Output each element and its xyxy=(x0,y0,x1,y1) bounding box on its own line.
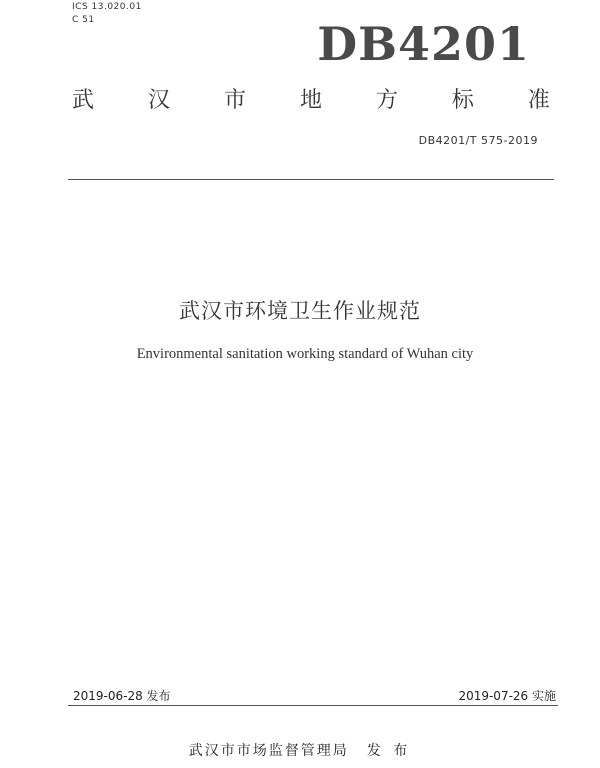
document-title-chinese: 武汉市环境卫生作业规范 xyxy=(179,299,421,323)
standard-type-char: 汉 xyxy=(147,88,170,113)
publisher-line xyxy=(0,740,600,760)
standard-code-logo: DB4201 xyxy=(317,17,530,71)
standard-type-char: 地 xyxy=(299,88,322,113)
standard-type-char: 准 xyxy=(527,88,550,113)
ics-code: ICS 13.020.01 xyxy=(72,2,142,12)
standard-number: DB4201/T 575-2019 xyxy=(418,134,538,147)
ccs-code: C 51 xyxy=(72,15,95,25)
standard-type-heading xyxy=(72,86,550,116)
standard-type-char: 市 xyxy=(223,88,246,113)
standard-type-char: 方 xyxy=(375,88,398,113)
standard-type-char: 武 xyxy=(72,88,95,113)
standard-type-char: 标 xyxy=(451,88,474,113)
implementation-date: 2019-07-26 实施 xyxy=(458,689,556,703)
document-title-english: Environmental sanitation working standard of Wuhan city xyxy=(136,346,474,362)
publisher-name: 武汉市市场监督管理局 xyxy=(188,743,349,759)
issue-date: 2019-06-28 发布 xyxy=(73,689,171,703)
footer-divider xyxy=(68,705,558,706)
publisher-action: 发 布 xyxy=(366,743,412,759)
header-divider xyxy=(68,179,554,180)
